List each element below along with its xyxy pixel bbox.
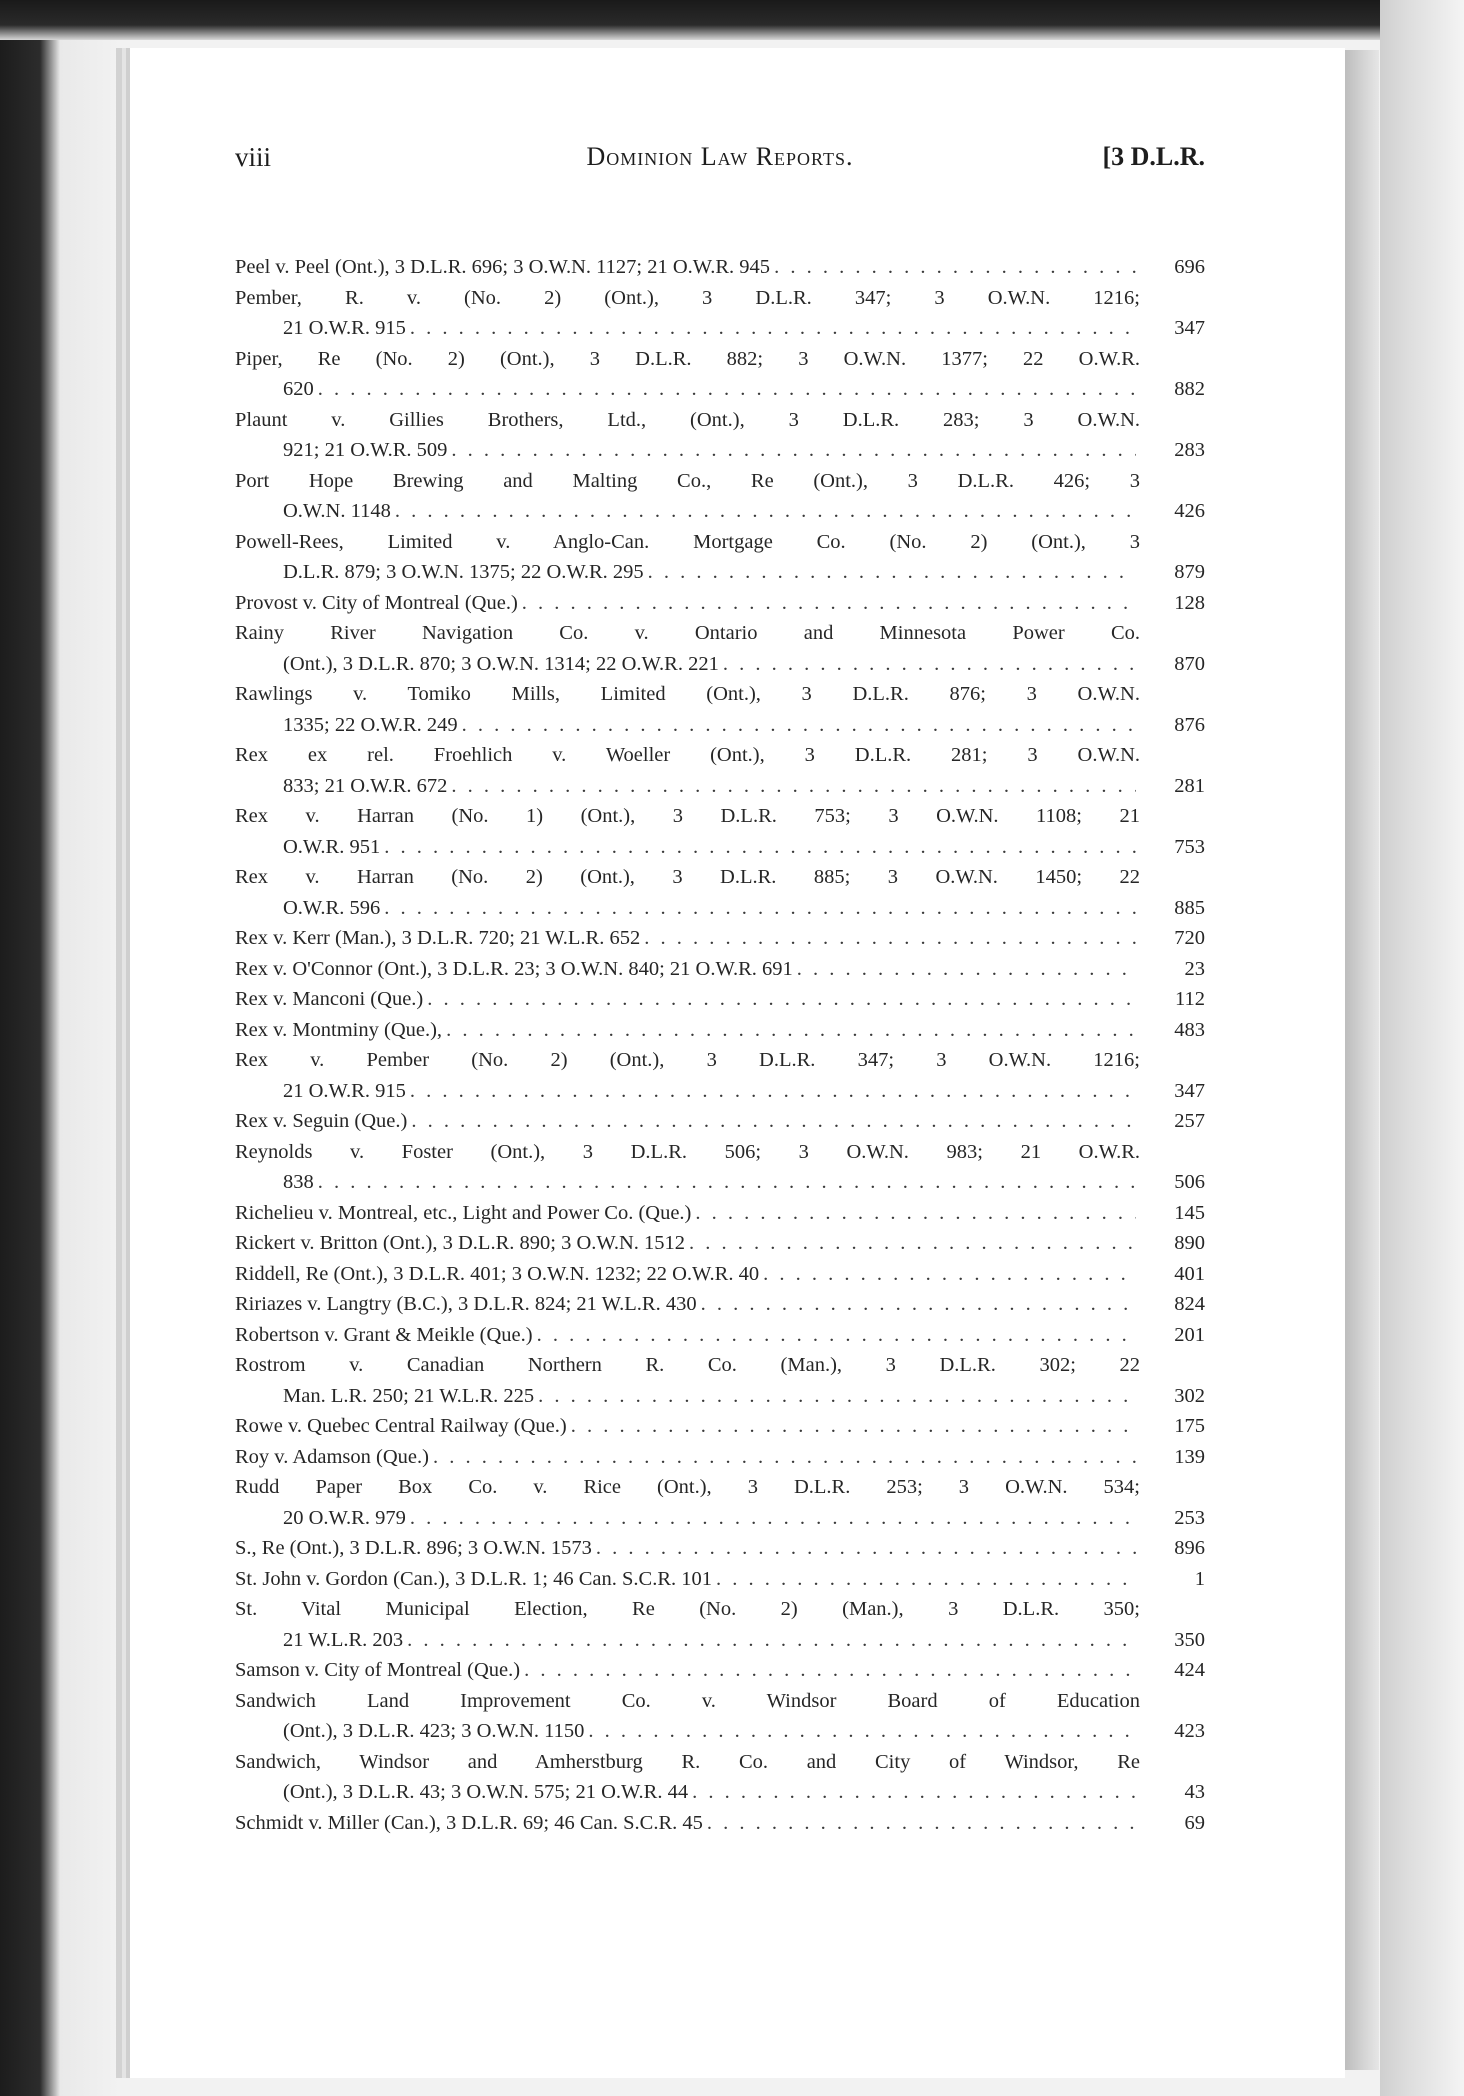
- entry-title-line: [235, 1045, 1205, 1076]
- entry-text: Rex v. Manconi (Que.): [235, 988, 424, 1010]
- entry-page-number: 347: [1174, 317, 1205, 339]
- entry-text: D.L.R. 879; 3 O.W.N. 1375; 22 O.W.R. 295: [283, 561, 644, 583]
- entry-text: Rowe v. Quebec Central Railway (Que.): [235, 1415, 567, 1437]
- entry-title-line: [235, 1259, 1205, 1290]
- entry-text: Samson v. City of Montreal (Que.): [235, 1659, 521, 1681]
- dot-leader: [522, 588, 1136, 619]
- entry-continuation-line: [235, 771, 1205, 802]
- entry-text: Rex v. Seguin (Que.): [235, 1110, 408, 1132]
- index-entry: [235, 1594, 1205, 1655]
- entry-title-line: [235, 344, 1205, 375]
- entry-page-number: 896: [1174, 1537, 1205, 1559]
- entry-title-line: [235, 1320, 1205, 1351]
- dot-leader: [433, 1442, 1136, 1473]
- entry-title-line: [235, 1106, 1205, 1137]
- entry-text: 21 W.L.R. 203: [283, 1628, 404, 1651]
- entry-title-line: [235, 801, 1205, 832]
- dot-leader: [462, 710, 1136, 741]
- entry-text: O.W.N. 1148: [283, 500, 391, 522]
- index-entry: [235, 252, 1205, 283]
- entry-page-number: 69: [1184, 1811, 1205, 1834]
- scan-top-shadow: [0, 0, 1464, 40]
- dot-leader: [318, 1167, 1136, 1198]
- entry-text: Riddell, Re (Ont.), 3 D.L.R. 401; 3 O.W.N. 1232; 22 O.W.R. 40: [235, 1262, 760, 1285]
- index-entry: [235, 466, 1205, 527]
- entry-page-number: 43: [1184, 1781, 1205, 1803]
- index-entry: [235, 1411, 1205, 1442]
- entry-page-number: 876: [1174, 713, 1205, 736]
- scan-right-margin: [1380, 0, 1464, 2096]
- entry-text: Sandwich Land Improvement Co. v. Windsor Board of Education: [235, 1689, 1140, 1712]
- entry-page-number: 350: [1174, 1628, 1205, 1651]
- entry-title-line: [235, 1350, 1205, 1381]
- index-entry: [235, 1350, 1205, 1411]
- index-entry: [235, 1137, 1205, 1198]
- entry-text: S., Re (Ont.), 3 D.L.R. 896; 3 O.W.N. 1573: [235, 1537, 592, 1559]
- entry-page-number: 283: [1174, 439, 1205, 461]
- index-entry: [235, 862, 1205, 923]
- entry-page-number: 423: [1174, 1720, 1205, 1742]
- entry-title-line: [235, 618, 1205, 649]
- entry-title-line: [235, 679, 1205, 710]
- entry-title-line: [235, 984, 1205, 1015]
- entry-title-line: [235, 527, 1205, 558]
- entry-text: 620: [283, 378, 314, 400]
- index-entry: [235, 405, 1205, 466]
- entry-text: Powell-Rees, Limited v. Anglo-Can. Mortgage Co. (No. 2) (Ont.), 3: [235, 530, 1140, 553]
- entry-title-line: [235, 1564, 1205, 1595]
- index-entry: [235, 1106, 1205, 1137]
- entry-text: Rex ex rel. Froehlich v. Woeller (Ont.), 3 D.L.R. 281; 3 O.W.N.: [235, 744, 1140, 766]
- entry-title-line: [235, 1808, 1205, 1839]
- index-entry: [235, 923, 1205, 954]
- entry-text: Rudd Paper Box Co. v. Rice (Ont.), 3 D.L.R. 253; 3 O.W.N. 534;: [235, 1476, 1140, 1498]
- entry-text: 921; 21 O.W.R. 509: [283, 439, 448, 461]
- entry-text: 21 O.W.R. 915: [283, 1079, 406, 1102]
- index-entry: [235, 954, 1205, 985]
- dot-leader: [596, 1533, 1136, 1564]
- entry-text: O.W.R. 951: [283, 835, 381, 858]
- index-entry: [235, 1259, 1205, 1290]
- entry-continuation-line: [235, 1503, 1205, 1534]
- index-entry: [235, 1472, 1205, 1533]
- entry-page-number: 23: [1184, 957, 1205, 980]
- entry-title-line: [235, 1472, 1205, 1503]
- entry-continuation-line: [235, 496, 1205, 527]
- index-entry: [235, 1228, 1205, 1259]
- entry-page-number: 424: [1174, 1659, 1205, 1681]
- entry-text: 20 O.W.R. 979: [283, 1506, 406, 1529]
- dot-leader: [410, 1503, 1136, 1534]
- dot-leader: [648, 557, 1136, 588]
- dot-leader: [410, 313, 1136, 344]
- entry-page-number: 128: [1174, 591, 1205, 614]
- entry-title-line: [235, 862, 1205, 893]
- entry-page-number: 890: [1174, 1232, 1205, 1254]
- dot-leader: [689, 1228, 1136, 1259]
- dot-leader: [407, 1625, 1136, 1656]
- dot-leader: [695, 1198, 1136, 1229]
- dot-leader: [427, 984, 1136, 1015]
- entry-continuation-line: [235, 1625, 1205, 1656]
- page-number: viii: [235, 142, 272, 172]
- entry-page-number: 870: [1174, 652, 1205, 675]
- dot-leader: [446, 1015, 1136, 1046]
- entry-title-line: [235, 1289, 1205, 1320]
- dot-leader: [774, 252, 1136, 283]
- entry-page-number: 139: [1174, 1445, 1205, 1468]
- index-entry: [235, 1045, 1205, 1106]
- entry-title-line: [235, 1533, 1205, 1564]
- entry-title-line: [235, 252, 1205, 283]
- entry-text: 1335; 22 O.W.R. 249: [283, 713, 458, 736]
- index-entry: [235, 1564, 1205, 1595]
- dot-leader: [692, 1777, 1136, 1808]
- index-entry: [235, 588, 1205, 619]
- entry-page-number: 145: [1174, 1201, 1205, 1224]
- entry-page-number: 302: [1174, 1384, 1205, 1407]
- entry-page-number: 1: [1194, 1567, 1205, 1590]
- entry-page-number: 483: [1174, 1018, 1205, 1041]
- dot-leader: [410, 1076, 1136, 1107]
- entry-text: Rainy River Navigation Co. v. Ontario and Minnesota Power Co.: [235, 622, 1140, 644]
- entry-text: (Ont.), 3 D.L.R. 423; 3 O.W.N. 1150: [283, 1720, 585, 1742]
- entry-title-line: [235, 405, 1205, 436]
- entry-continuation-line: [235, 313, 1205, 344]
- entry-text: 21 O.W.R. 915: [283, 317, 406, 339]
- entry-continuation-line: [235, 1381, 1205, 1412]
- entry-text: Rex v. Harran (No. 1) (Ont.), 3 D.L.R. 753; 3 O.W.N. 1108; 21: [235, 805, 1140, 827]
- entry-text: Richelieu v. Montreal, etc., Light and Power Co. (Que.): [235, 1201, 692, 1224]
- entry-page-number: 882: [1174, 378, 1205, 400]
- entry-continuation-line: [235, 1777, 1205, 1808]
- dot-leader: [538, 1381, 1136, 1412]
- entry-text: Robertson v. Grant & Meikle (Que.): [235, 1323, 533, 1346]
- entry-page-number: 201: [1174, 1323, 1205, 1346]
- index-entry: [235, 527, 1205, 588]
- entry-text: 838: [283, 1171, 314, 1193]
- dot-leader: [384, 832, 1136, 863]
- entry-page-number: 281: [1174, 774, 1205, 797]
- entry-continuation-line: [235, 893, 1205, 924]
- entry-page-number: 720: [1174, 927, 1205, 949]
- entry-page-number: 175: [1174, 1415, 1205, 1437]
- entry-continuation-line: [235, 649, 1205, 680]
- index-entry: [235, 1015, 1205, 1046]
- dot-leader: [588, 1716, 1136, 1747]
- entry-text: Rickert v. Britton (Ont.), 3 D.L.R. 890; 3 O.W.N. 1512: [235, 1232, 686, 1254]
- entry-text: Man. L.R. 250; 21 W.L.R. 225: [283, 1384, 535, 1407]
- index-entry: [235, 1533, 1205, 1564]
- entry-text: O.W.R. 596: [283, 896, 381, 919]
- entry-title-line: [235, 1747, 1205, 1778]
- page-edge: [1345, 50, 1379, 2070]
- dot-leader: [571, 1411, 1136, 1442]
- index-entry: [235, 283, 1205, 344]
- entry-page-number: 885: [1174, 896, 1205, 919]
- entry-page-number: 824: [1174, 1293, 1205, 1315]
- dot-leader: [524, 1655, 1136, 1686]
- entry-title-line: [235, 1228, 1205, 1259]
- entry-page-number: 112: [1175, 988, 1205, 1010]
- dot-leader: [451, 771, 1136, 802]
- entry-page-number: 257: [1174, 1110, 1205, 1132]
- entry-text: Sandwich, Windsor and Amherstburg R. Co. and City of Windsor, Re: [235, 1750, 1140, 1773]
- index-entry: [235, 984, 1205, 1015]
- dot-leader: [411, 1106, 1136, 1137]
- entry-continuation-line: [235, 374, 1205, 405]
- entry-page-number: 753: [1174, 835, 1205, 858]
- entry-title-line: [235, 923, 1205, 954]
- dot-leader: [395, 496, 1136, 527]
- dot-leader: [763, 1259, 1136, 1290]
- running-title: Dominion Law Reports.: [586, 142, 854, 171]
- entry-title-line: [235, 1442, 1205, 1473]
- index-entry: [235, 1320, 1205, 1351]
- entry-title-line: [235, 1594, 1205, 1625]
- entry-text: Rex v. Kerr (Man.), 3 D.L.R. 720; 21 W.L.R. 652: [235, 927, 641, 949]
- entry-text: St. John v. Gordon (Can.), 3 D.L.R. 1; 46 Can. S.C.R. 101: [235, 1567, 713, 1590]
- entry-continuation-line: [235, 832, 1205, 863]
- dot-leader: [537, 1320, 1136, 1351]
- entry-title-line: [235, 1137, 1205, 1168]
- entry-text: Peel v. Peel (Ont.), 3 D.L.R. 696; 3 O.W.N. 1127; 21 O.W.R. 945: [235, 256, 771, 278]
- entry-title-line: [235, 954, 1205, 985]
- entry-title-line: [235, 1411, 1205, 1442]
- dot-leader: [723, 649, 1136, 680]
- entry-text: Rawlings v. Tomiko Mills, Limited (Ont.), 3 D.L.R. 876; 3 O.W.N.: [235, 683, 1140, 705]
- entry-continuation-line: [235, 435, 1205, 466]
- entry-text: Rex v. Montminy (Que.),: [235, 1018, 443, 1041]
- entry-text: Rostrom v. Canadian Northern R. Co. (Man.), 3 D.L.R. 302; 22: [235, 1354, 1140, 1376]
- entry-text: Piper, Re (No. 2) (Ont.), 3 D.L.R. 882; 3 O.W.N. 1377; 22 O.W.R.: [235, 347, 1140, 370]
- entry-text: Port Hope Brewing and Malting Co., Re (Ont.), 3 D.L.R. 426; 3: [235, 469, 1140, 492]
- entry-continuation-line: [235, 1167, 1205, 1198]
- index-entry: [235, 1686, 1205, 1747]
- index-entry: [235, 1442, 1205, 1473]
- entry-text: Roy v. Adamson (Que.): [235, 1445, 429, 1468]
- entry-title-line: [235, 740, 1205, 771]
- entry-page-number: 253: [1174, 1506, 1205, 1529]
- index-entry: [235, 1808, 1205, 1839]
- entry-page-number: 401: [1174, 1262, 1205, 1285]
- entry-title-line: [235, 1686, 1205, 1717]
- index-entry: [235, 618, 1205, 679]
- running-header: [235, 142, 1205, 182]
- entry-text: St. Vital Municipal Election, Re (No. 2) (Man.), 3 D.L.R. 350;: [235, 1598, 1140, 1620]
- entry-text: Ririazes v. Langtry (B.C.), 3 D.L.R. 824; 21 W.L.R. 430: [235, 1293, 697, 1315]
- dot-leader: [716, 1564, 1136, 1595]
- dot-leader: [701, 1289, 1136, 1320]
- index-entry: [235, 344, 1205, 405]
- entry-continuation-line: [235, 710, 1205, 741]
- entry-title-line: [235, 466, 1205, 497]
- index-entry: [235, 740, 1205, 801]
- dot-leader: [797, 954, 1136, 985]
- entry-page-number: 696: [1174, 256, 1205, 278]
- entry-text: (Ont.), 3 D.L.R. 43; 3 O.W.N. 575; 21 O.W.R. 44: [283, 1781, 689, 1803]
- entry-text: Rex v. O'Connor (Ont.), 3 D.L.R. 23; 3 O.W.N. 840; 21 O.W.R. 691: [235, 957, 793, 980]
- entry-continuation-line: [235, 1716, 1205, 1747]
- index-entry: [235, 1655, 1205, 1686]
- entry-page-number: 506: [1174, 1171, 1205, 1193]
- index-entry: [235, 801, 1205, 862]
- entry-text: Reynolds v. Foster (Ont.), 3 D.L.R. 506; 3 O.W.N. 983; 21 O.W.R.: [235, 1140, 1140, 1163]
- entry-text: 833; 21 O.W.R. 672: [283, 774, 448, 797]
- dot-leader: [318, 374, 1136, 405]
- entry-title-line: [235, 1015, 1205, 1046]
- case-index-list: [235, 252, 1205, 1838]
- entry-text: Pember, R. v. (No. 2) (Ont.), 3 D.L.R. 347; 3 O.W.N. 1216;: [235, 286, 1140, 309]
- entry-text: Schmidt v. Miller (Can.), 3 D.L.R. 69; 46 Can. S.C.R. 45: [235, 1811, 703, 1834]
- entry-text: Provost v. City of Montreal (Que.): [235, 591, 518, 614]
- dot-leader: [644, 923, 1136, 954]
- entry-page-number: 426: [1174, 500, 1205, 522]
- entry-text: Rex v. Harran (No. 2) (Ont.), 3 D.L.R. 885; 3 O.W.N. 1450; 22: [235, 866, 1140, 888]
- entry-title-line: [235, 588, 1205, 619]
- index-entry: [235, 679, 1205, 740]
- dot-leader: [384, 893, 1136, 924]
- entry-text: Rex v. Pember (No. 2) (Ont.), 3 D.L.R. 347; 3 O.W.N. 1216;: [235, 1049, 1140, 1071]
- entry-title-line: [235, 1655, 1205, 1686]
- volume-label: [3 D.L.R.: [1102, 142, 1205, 171]
- entry-continuation-line: [235, 557, 1205, 588]
- entry-text: (Ont.), 3 D.L.R. 870; 3 O.W.N. 1314; 22 O.W.R. 221: [283, 652, 719, 675]
- entry-page-number: 347: [1174, 1079, 1205, 1102]
- index-entry: [235, 1747, 1205, 1808]
- entry-page-number: 879: [1174, 561, 1205, 583]
- entry-text: Plaunt v. Gillies Brothers, Ltd., (Ont.), 3 D.L.R. 283; 3 O.W.N.: [235, 408, 1140, 431]
- dot-leader: [451, 435, 1136, 466]
- index-entry: [235, 1198, 1205, 1229]
- dot-leader: [707, 1808, 1136, 1839]
- entry-title-line: [235, 283, 1205, 314]
- index-entry: [235, 1289, 1205, 1320]
- entry-title-line: [235, 1198, 1205, 1229]
- entry-continuation-line: [235, 1076, 1205, 1107]
